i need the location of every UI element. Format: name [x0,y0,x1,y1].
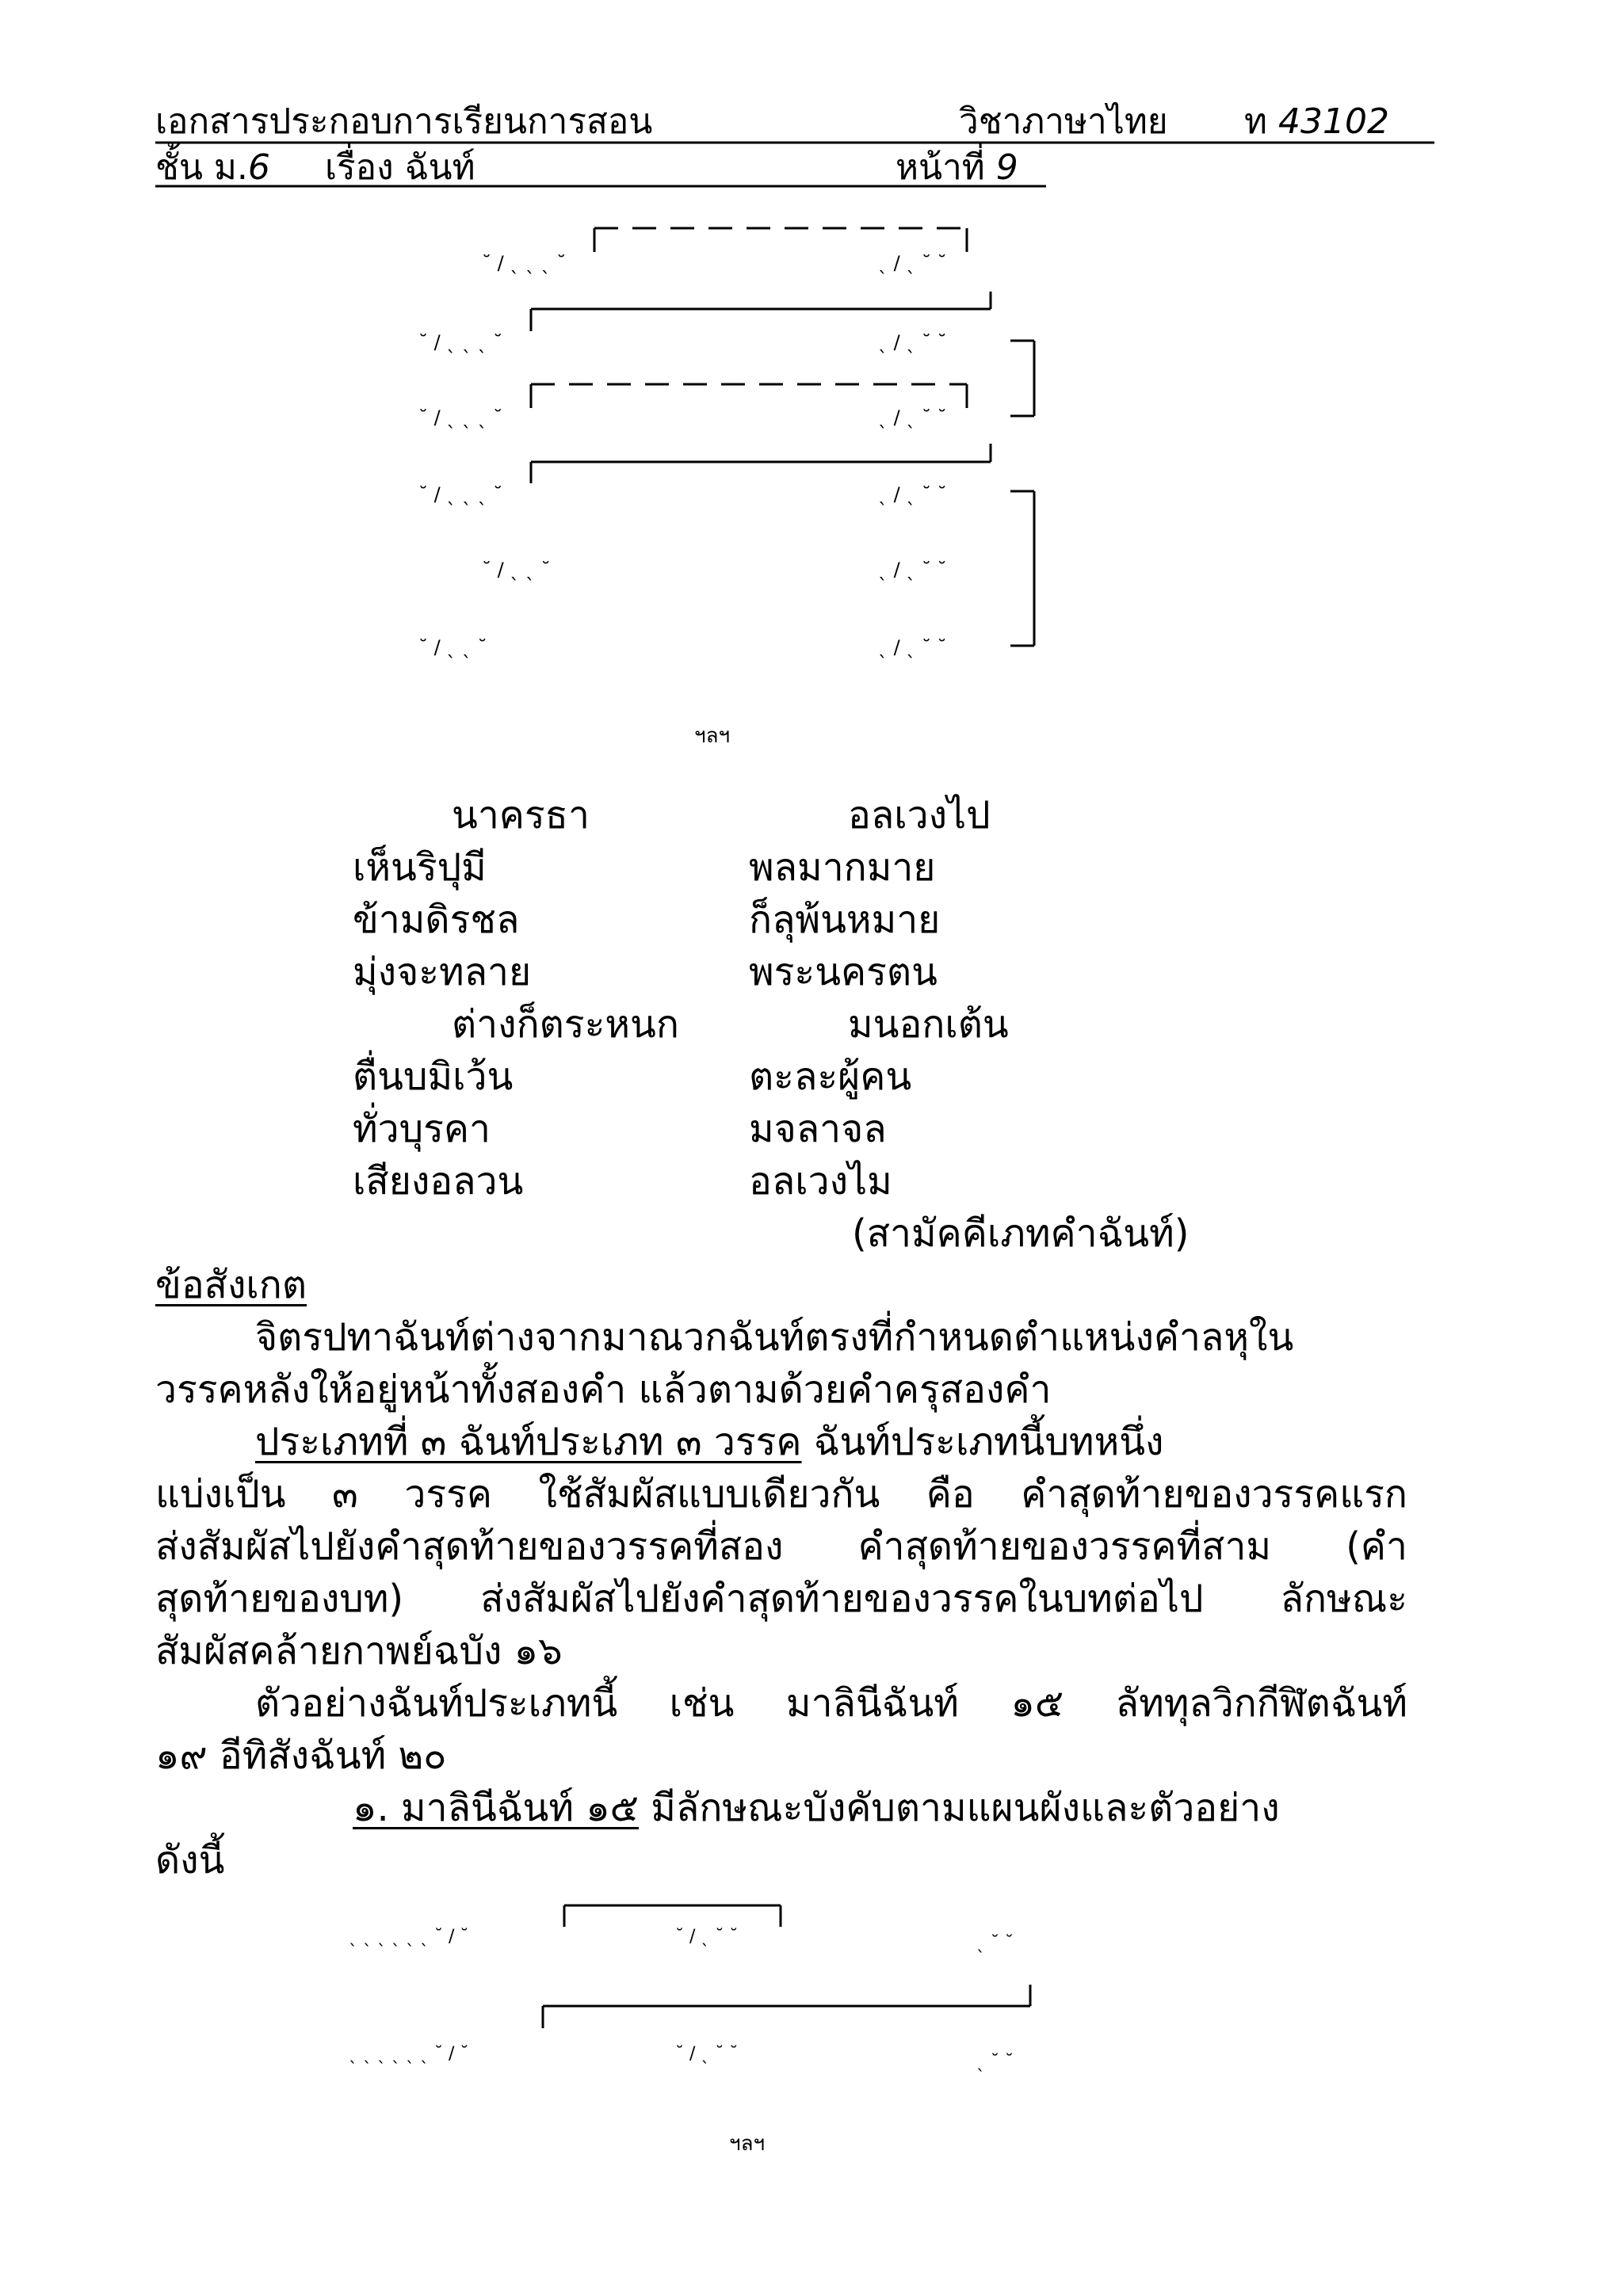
poem-line-right: พลมากมาย [749,845,936,890]
meter-left-row-6: ˘ / ˎ ˎ ˘ [418,636,487,658]
meter-left-row-2: ˘ / ˎ ˎ ˎ ˘ [418,331,503,353]
paragraph-2-line-1: ประเภทที่ ๓ ฉันท์ประเภท ๓ วรรค ฉันท์ประเภทนี้บทหนึ่ง [255,1420,1164,1464]
paragraph-2-line-5: สัมผัสคล้ายกาพย์ฉบัง ๑๖ [155,1629,563,1673]
poem-source: (สามัคคีเภทคำฉันท์) [852,1211,1190,1256]
page-label: หน้าที่ 9 [896,147,1018,188]
doc-title: เอกสารประกอบการเรียนการสอน [155,101,653,142]
poem-line-right: มนอกเต้น [848,1002,1009,1047]
poem-line-left: ต่างก็ตระหนก [452,1002,679,1047]
subject-label: วิชาภาษาไทย [959,101,1168,142]
poem-line-right: ตะละผู้คน [749,1055,912,1099]
poem-line-left: ข้ามดิรชล [353,898,520,942]
poem-line-right: อลเวงไม [749,1159,892,1203]
meter-right-row-1: ˎ / ˎ ˘ ˘ [878,252,947,274]
malini-meter-a-row-1: ˎ ˎ ˎ ˎ ˎ ˎ ˘ / ˘ [349,1927,469,1947]
paragraph-2-line-4: สุดท้ายของบท) ส่งสัมผัสไปยังคำสุดท้ายของวรรคในบทต่อไป ลักษณะ [155,1577,1407,1621]
poem-line-right: ก็ลุพ้นหมาย [749,898,941,942]
poem-line-left: มุ่งจะทลาย [353,950,532,994]
paragraph-2-line-2: แบ่งเป็น ๓ วรรค ใช้สัมผัสแบบเดียวกัน คือ คำสุดท้ายของวรรคแรก [155,1472,1407,1516]
poem-line-left: นาครธา [452,793,590,837]
malini-meter-c-row-1: ˎ ˘ ˘ [976,1933,1014,1953]
subject-code: ท 43102 [1244,101,1389,142]
poem-line-right: มจลาจล [749,1107,887,1151]
poem-line-left: ทั่วบุรคา [353,1107,491,1151]
meter-right-row-3: ˎ / ˎ ˘ ˘ [878,406,947,429]
paragraph-1-line-1: จิตรปทาฉันท์ต่างจากมาณวกฉันท์ตรงที่กำหนดตำแหน่งคำลหุใน [255,1315,1294,1360]
meter-left-row-4: ˘ / ˎ ˎ ˎ ˘ [418,483,503,505]
poem-line-left: เห็นริปุมี [353,845,487,890]
malini-meter-b-row-2: ˘ / ˎ ˘ ˘ [675,2044,739,2064]
malini-meter-c-row-2: ˎ ˘ ˘ [976,2052,1014,2072]
category-3-title: ประเภทที่ ๓ ฉันท์ประเภท ๓ วรรค [255,1420,802,1464]
poem-line-left: เสียงอลวน [353,1159,524,1203]
paragraph-4-line-2: ดังนี้ [155,1838,225,1882]
paragraph-4-line-1: ๑. มาลินีฉันท์ ๑๕ มีลักษณะบังคับตามแผนผังและตัวอย่าง [353,1786,1280,1830]
meter-right-row-2: ˎ / ˎ ˘ ˘ [878,331,947,353]
grade-label: ชั้น ม.6 [155,147,270,188]
poem-line-right: อลเวงไป [848,793,991,837]
paragraph-2-line-3: ส่งสัมผัสไปยังคำสุดท้ายของวรรคที่สอง คำสุดท้ายของวรรคที่สาม (คำ [155,1524,1407,1569]
paragraph-3-line-1: ตัวอย่างฉันท์ประเภทนี้ เช่น มาลินีฉันท์ ๑๕ ลัททุลวิกกีฬิตฉันท์ [255,1681,1407,1726]
meter-right-row-4: ˎ / ˎ ˘ ˘ [878,483,947,505]
meter-left-row-3: ˘ / ˎ ˎ ˎ ˘ [418,406,503,429]
malini-meter-a-row-2: ˎ ˎ ˎ ˎ ˎ ˎ ˘ / ˘ [349,2044,469,2064]
malini-meter-b-row-1: ˘ / ˎ ˘ ˘ [675,1927,739,1947]
poem-line-right: พระนครตน [749,950,938,994]
paragraph-1-line-2: วรรคหลังให้อยู่หน้าทั้งสองคำ แล้วตามด้วยคำครุสองคำ [155,1367,1052,1412]
meter-left-row-5: ˘ / ˎ ˎ ˘ [482,559,551,581]
meter-right-row-5: ˎ / ˎ ˘ ˘ [878,559,947,581]
poem-line-left: ตื่นบมิเว้น [353,1055,514,1099]
meter-left-row-1: ˘ / ˎ ˎ ˎ ˘ [482,252,567,274]
paragraph-3-line-2: ๑๙ อีทิสังฉันท์ ๒๐ [155,1733,447,1778]
etc-marker-1: ฯลฯ [694,724,731,748]
etc-marker-2: ฯลฯ [729,2132,766,2156]
malini-title: ๑. มาลินีฉันท์ ๑๕ [353,1786,640,1830]
meter-right-row-6: ˎ / ˎ ˘ ˘ [878,636,947,658]
topic-label: เรื่อง ฉันท์ [325,147,475,188]
notes-heading: ข้อสังเกต [155,1263,307,1307]
